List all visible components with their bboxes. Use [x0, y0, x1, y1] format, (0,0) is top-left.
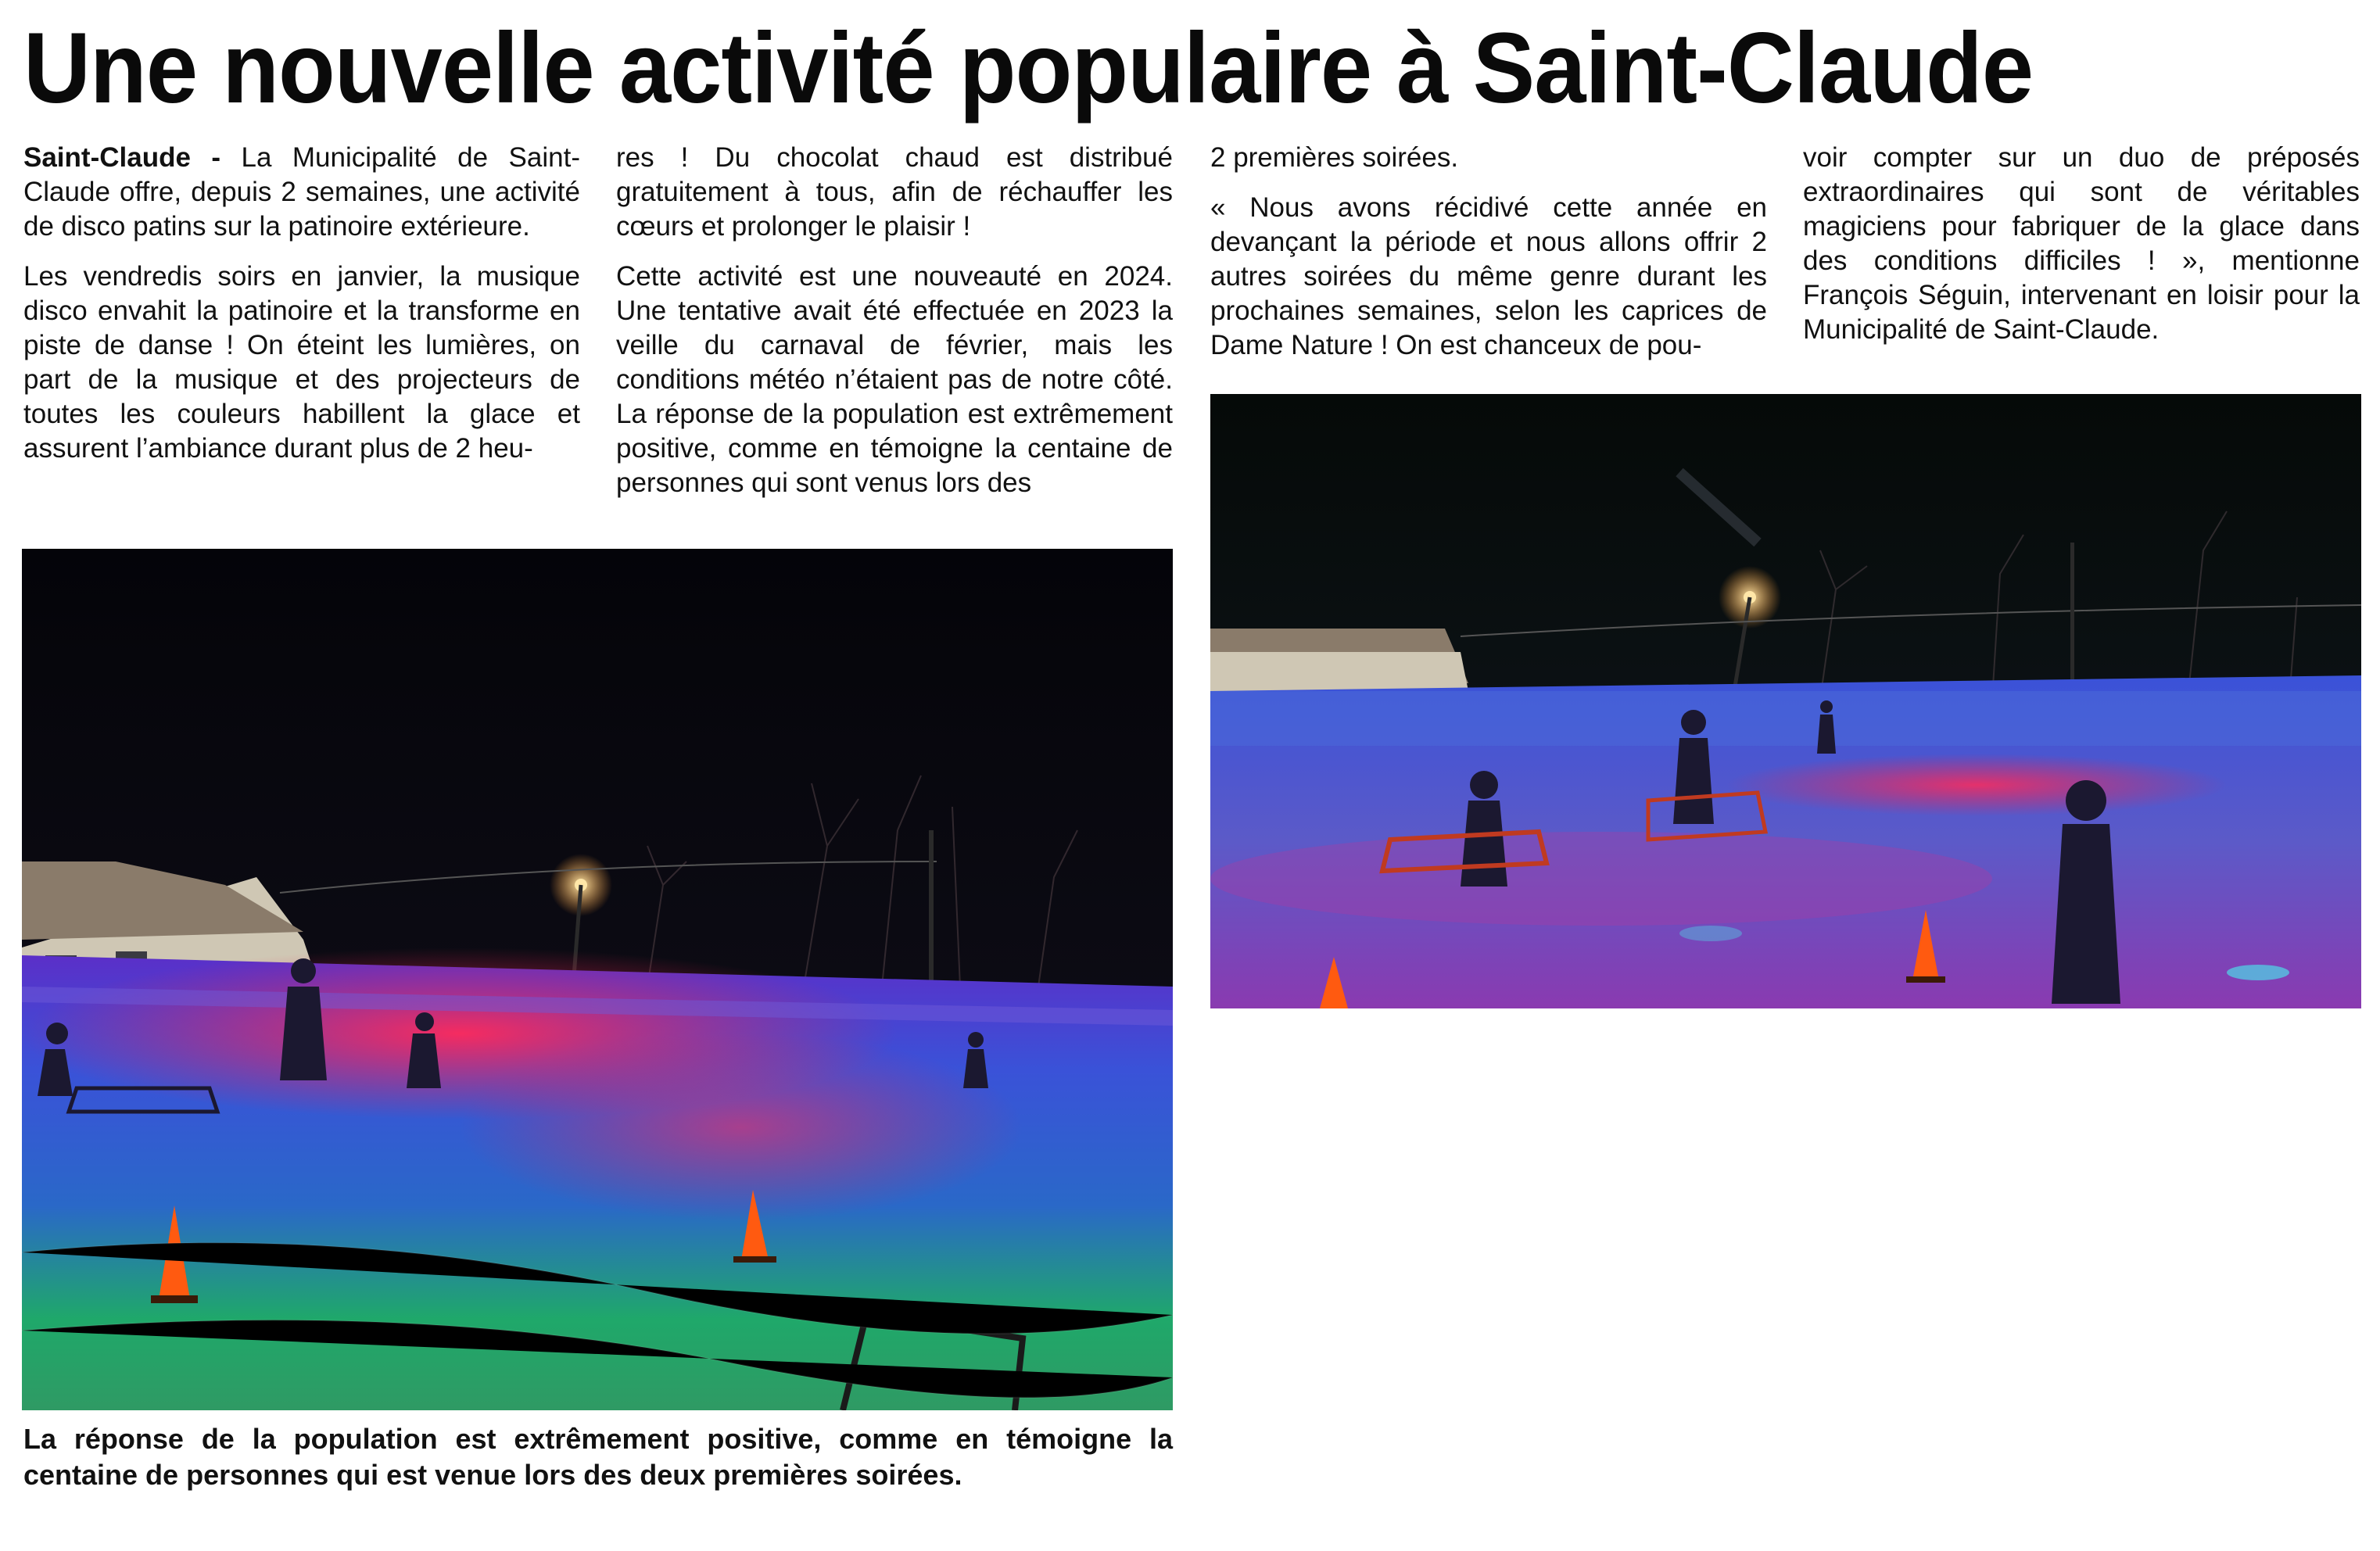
rink-photo-secondary-image	[1210, 394, 2361, 1008]
paragraph: Cette activité est une nouveauté en 2024. Une tentative avait été effectuée en 2023 la veille du carnaval de février, mais les conditions météo n’étaient pas de notre côté. La réponse de la population est extrêmement positive, comme en témoigne la centaine de personnes qui sont venus lors des	[616, 261, 1173, 498]
article-column-4	[1803, 141, 2360, 363]
headline: Une nouvelle activité populaire à Saint-Claude	[23, 13, 2034, 124]
article-column-2	[616, 141, 1173, 516]
rink-photo-secondary	[1210, 394, 2361, 1008]
article-column-1	[23, 141, 580, 482]
rink-photo-main	[22, 549, 1173, 1410]
paragraph	[23, 141, 580, 244]
paragraph: Les vendredis soirs en janvier, la musique disco envahit la patinoire et la transforme en piste de danse ! On éteint les lumières, on part de la musique et des projecteurs de toutes les couleurs habillent la glace et assurent l’ambiance durant plus de 2 heu-	[23, 261, 580, 464]
paragraph: voir compter sur un duo de préposés extraordinaires qui sont de véritables magiciens pour fabriquer de la glace dans des conditions difficiles ! », mentionne François Séguin, intervenant en loisir pour la Municipalité de Saint-Claude.	[1803, 142, 2360, 345]
rink-photo-main-image	[22, 549, 1173, 1410]
paragraph: res ! Du chocolat chaud est distribué gratuitement à tous, afin de réchauffer les cœurs et prolonger le plaisir !	[616, 142, 1173, 242]
photo-caption: La réponse de la population est extrêmement positive, comme en témoigne la centaine de personnes qui est venue lors des deux premières soirées.	[23, 1423, 1173, 1491]
paragraph: 2 premières soirées.	[1210, 142, 1459, 173]
dateline: Saint-Claude -	[23, 142, 221, 173]
paragraph-text: La Municipalité de Saint-Claude offre, depuis 2 semaines, une activité de disco patins sur la patinoire extérieure.	[23, 142, 580, 242]
article-column-3	[1210, 141, 1767, 378]
paragraph: « Nous avons récidivé cette année en devançant la période et nous allons offrir 2 autres soirées du même genre durant les prochaines semaines, selon les caprices de Dame Nature ! On est chanceux de pou-	[1210, 192, 1767, 360]
